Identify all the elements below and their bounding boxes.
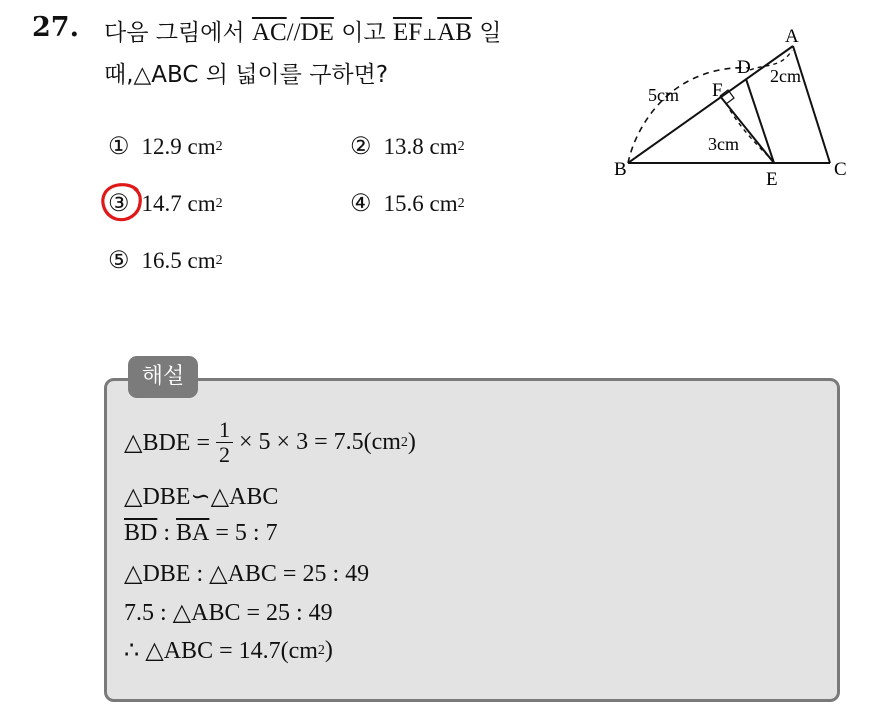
segment-ba: $\overline{BA}$ (176, 520, 210, 546)
solution-line-4: △DBE : △ABC = 25 : 49 (124, 561, 370, 587)
question-text-line1 (104, 14, 501, 47)
segment-ac: $\overline{AC}$ (251, 19, 287, 46)
choice-number: ② (350, 134, 372, 160)
choice-unit: cm (187, 133, 216, 159)
point-c: C (834, 159, 847, 180)
perpendicular-symbol: ⊥ (422, 27, 438, 44)
fraction-denominator: 2 (219, 442, 230, 467)
point-a: A (785, 26, 799, 47)
choice-5[interactable] (108, 246, 223, 275)
choice-value: 14.7 (141, 190, 182, 216)
choice-2[interactable] (350, 132, 465, 161)
question-number: 27. (32, 12, 79, 43)
solution-text: : (157, 520, 177, 546)
side-ac (793, 46, 830, 163)
choice-exponent: 2 (215, 252, 223, 268)
label-5cm: 5cm (648, 85, 679, 105)
fraction-half (216, 418, 233, 467)
solution-exponent: 2 (317, 642, 325, 658)
solution-line-5: 7.5 : △ABC = 25 : 49 (124, 600, 333, 626)
choice-unit: cm (429, 133, 458, 159)
segment-bd: $\overline{BD}$ (124, 520, 158, 546)
segment-de: $\overline{DE}$ (300, 19, 334, 46)
choice-exponent: 2 (457, 138, 465, 154)
point-f: F (712, 80, 723, 101)
choice-number: ① (108, 134, 130, 160)
triangle-figure (600, 20, 870, 195)
parallel-symbol: // (286, 19, 301, 46)
choice-number: ⑤ (108, 248, 130, 274)
choice-unit: cm (187, 190, 216, 216)
label-3cm: 3cm (708, 134, 739, 154)
choice-number: ③ (108, 191, 130, 217)
choice-number: ④ (350, 191, 372, 217)
answer-circle-mark (99, 181, 145, 223)
solution-line-2: △DBE∽△ABC (124, 484, 279, 510)
choice-unit: cm (187, 247, 216, 273)
choice-exponent: 2 (215, 138, 223, 154)
question-text-line2: 때,△ABC 의 넓이를 구하면? (104, 62, 389, 88)
solution-tag: 해설 (128, 356, 198, 398)
choice-exponent: 2 (457, 195, 465, 211)
solution-text: ) (407, 429, 416, 455)
solution-line-6 (124, 636, 333, 665)
solution-text: × 5 × 3 = 7.5(cm (239, 429, 401, 455)
choice-unit: cm (429, 190, 458, 216)
choice-exponent: 2 (215, 195, 223, 211)
point-d: D (737, 57, 751, 78)
solution-exponent: 2 (400, 434, 408, 450)
solution-text: = 5 : 7 (209, 520, 278, 546)
segment-ab: $\overline{AB}$ (437, 19, 472, 46)
choice-value: 15.6 (383, 190, 424, 216)
point-b: B (614, 159, 627, 180)
choice-value: 12.9 (141, 133, 182, 159)
solution-line-3 (124, 520, 278, 547)
question-text: 이고 (333, 20, 393, 46)
choice-1[interactable] (108, 132, 223, 161)
choice-4[interactable] (350, 189, 465, 218)
solution-line-1 (124, 418, 416, 467)
fraction-numerator: 1 (216, 418, 233, 443)
solution-text: △BDE = (124, 430, 210, 456)
segment-de-line (746, 79, 774, 163)
question-text: 다음 그림에서 (104, 20, 252, 46)
segment-ef: $\overline{EF}$ (392, 19, 423, 46)
solution-text: ) (324, 637, 333, 663)
point-e: E (766, 169, 778, 190)
choice-value: 16.5 (141, 247, 182, 273)
choice-value: 13.8 (383, 133, 424, 159)
label-2cm: 2cm (770, 66, 801, 86)
question-text: 일 (471, 20, 502, 46)
solution-text: ∴ △ABC = 14.7(cm (124, 638, 318, 664)
